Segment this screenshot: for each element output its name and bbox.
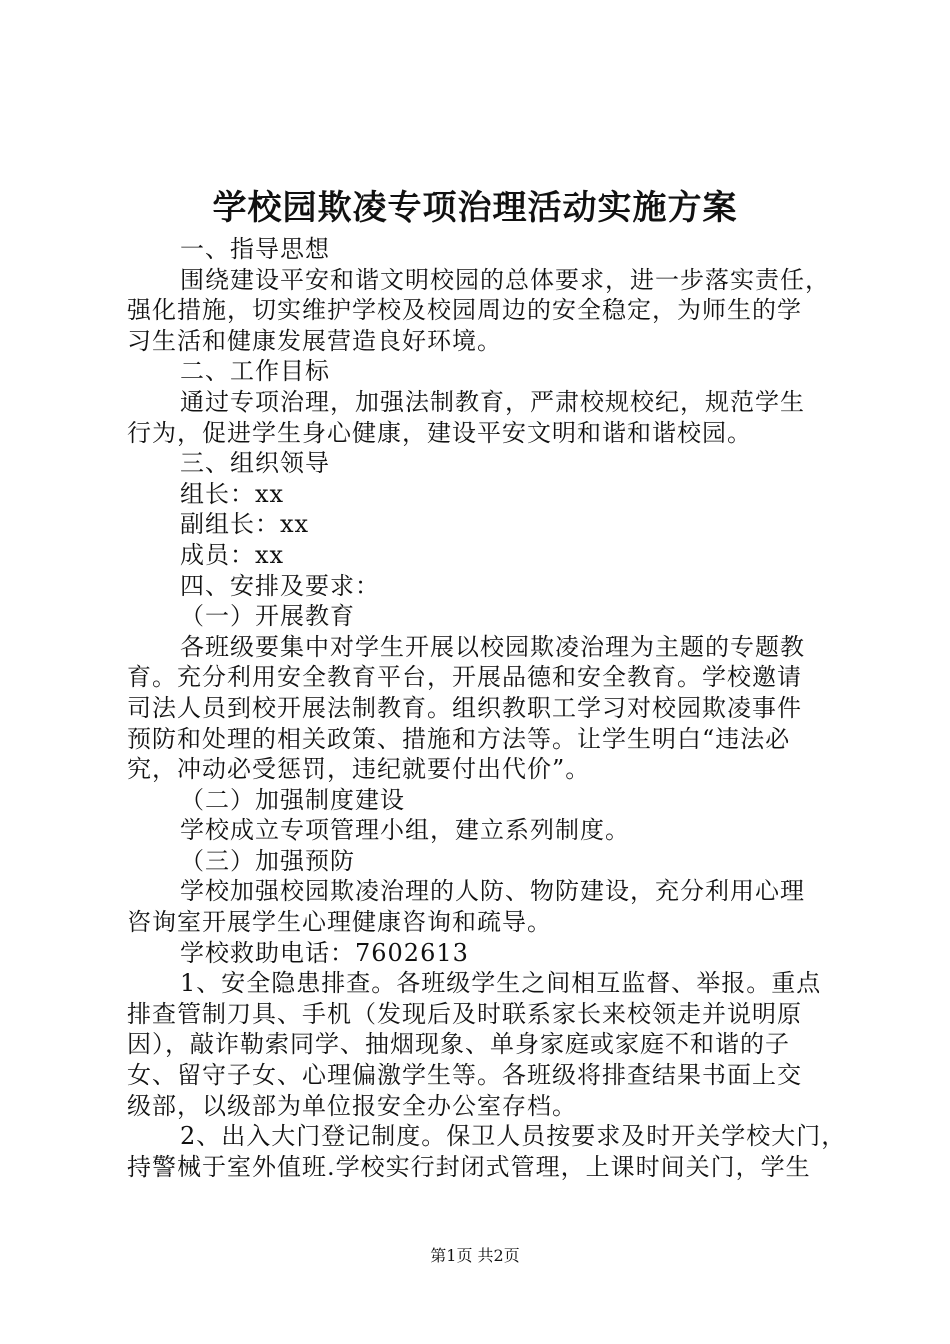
paragraph-line: 咨询室开展学生心理健康咨询和疏导。 — [127, 908, 552, 937]
section-heading-3: 三、组织领导 — [180, 449, 330, 478]
subsection-heading-3: （三）加强预防 — [180, 846, 355, 875]
paragraph-line: 持警械于室外值班.学校实行封闭式管理，上课时间关门，学生 — [127, 1152, 811, 1181]
paragraph-line: 习生活和健康发展营造良好环境。 — [127, 326, 502, 355]
paragraph-line: 因），敲诈勒索同学、抽烟现象、单身家庭或家庭不和谐的子 — [127, 1030, 790, 1059]
paragraph-line: 女、留守子女、心理偏激学生等。各班级将排查结果书面上交 — [127, 1061, 802, 1090]
subsection-heading-1: （一）开展教育 — [180, 602, 355, 631]
paragraph-line: 强化措施，切实维护学校及校园周边的安全稳定，为师生的学 — [127, 296, 802, 325]
document-body — [127, 234, 847, 1182]
leader-line: 组长：xx — [180, 479, 285, 508]
paragraph-line: 2、出入大门登记制度。保卫人员按要求及时开关学校大门， — [180, 1122, 847, 1151]
hotline-line: 学校救助电话：7602613 — [180, 938, 469, 967]
document-title: 学校园欺凌专项治理活动实施方案 — [212, 188, 738, 228]
members-line: 成员：xx — [180, 540, 285, 569]
paragraph-line: 围绕建设平安和谐文明校园的总体要求，进一步落实责任， — [180, 265, 830, 294]
paragraph-line: 通过专项治理，加强法制教育，严肃校规校纪，规范学生 — [180, 387, 805, 416]
paragraph-line: 行为，促进学生身心健康，建设平安文明和谐和谐校园。 — [127, 418, 752, 447]
paragraph-line: 各班级要集中对学生开展以校园欺凌治理为主题的专题教 — [180, 632, 805, 661]
page-number-footer: 第1页 共2页 — [430, 1246, 520, 1265]
paragraph-line: 育。充分利用安全教育平台，开展品德和安全教育。学校邀请 — [127, 663, 802, 692]
section-heading-2: 二、工作目标 — [180, 357, 330, 386]
paragraph-line: 学校成立专项管理小组，建立系列制度。 — [180, 816, 630, 845]
subsection-heading-2: （二）加强制度建设 — [180, 785, 405, 814]
paragraph-line: 预防和处理的相关政策、措施和方法等。让学生明白“违法必 — [127, 724, 791, 753]
section-heading-4: 四、安排及要求： — [180, 571, 380, 600]
paragraph-line: 1、安全隐患排查。各班级学生之间相互监督、举报。重点 — [180, 969, 822, 998]
paragraph-line: 司法人员到校开展法制教育。组织教职工学习对校园欺凌事件 — [127, 693, 802, 722]
paragraph-line: 排查管制刀具、手机（发现后及时联系家长来校领走并说明原 — [127, 999, 802, 1028]
paragraph-line: 究，冲动必受惩罚，违纪就要付出代价”。 — [127, 755, 591, 784]
paragraph-line: 级部，以级部为单位报安全办公室存档。 — [127, 1091, 577, 1120]
deputy-leader-line: 副组长：xx — [180, 510, 310, 539]
section-heading-1: 一、指导思想 — [180, 235, 330, 263]
paragraph-line: 学校加强校园欺凌治理的人防、物防建设，充分利用心理 — [180, 877, 805, 906]
